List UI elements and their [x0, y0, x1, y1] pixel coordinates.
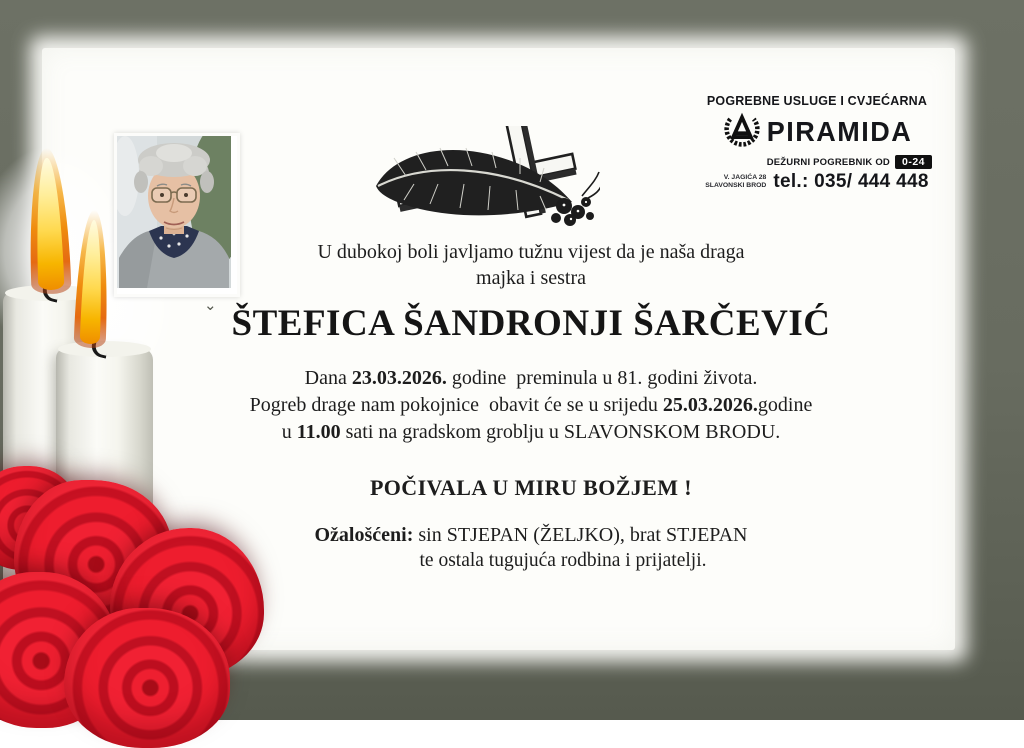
death-date-line — [140, 365, 922, 392]
duty-label: DEŽURNI POGREBNIK OD — [766, 156, 890, 168]
vendor-tagline: POGREBNE USLUGE I CVJEĆARNA — [706, 93, 928, 108]
deceased-name: ŠTEFICA ŠANDRONJI ŠARČEVIĆ — [231, 303, 831, 344]
red-rose — [64, 608, 230, 748]
contact-row — [694, 171, 940, 193]
duty-row — [694, 155, 940, 169]
scan-artifact: ⌄ — [204, 296, 217, 314]
time-pre: u — [281, 421, 297, 443]
intro-line-2: majka i sestra — [476, 267, 586, 289]
funeral-time-line — [140, 419, 922, 446]
funeral-home-block — [694, 93, 940, 193]
death-post: godine preminula u 81. godini života. — [446, 367, 758, 389]
mourners-names: sin STJEPAN (ŽELJKO), brat STJEPAN — [413, 524, 748, 546]
vendor-address-line1: V. JAGIĆA 28 — [723, 174, 767, 181]
vendor-phone: tel.: 035/ 444 448 — [773, 171, 929, 192]
funeral-date: 25.03.2026. — [662, 394, 758, 416]
mourners-line-2: te ostala tugujuća rodbina i prijatelji. — [419, 550, 707, 571]
vendor-address-line2: SLAVONSKI BROD — [705, 182, 767, 189]
candle-flame-icon — [26, 147, 71, 294]
duty-hours-badge: 0-24 — [895, 155, 932, 169]
mourners-line-1 — [140, 522, 922, 548]
funeral-details — [140, 365, 922, 446]
obituary-text — [140, 239, 922, 574]
cross-and-feather-illustration — [368, 126, 600, 238]
intro-line-1: U dubokoj boli javljamo tužnu vijest da je naša draga — [317, 241, 745, 263]
rest-in-peace-line: POČIVALA U MIRU BOŽJEM ! — [369, 475, 693, 500]
funeral-date-line — [140, 392, 922, 419]
funeral-pre: Pogreb drage nam pokojnice obavit će se u srijedu — [249, 394, 663, 416]
vendor-address — [705, 174, 766, 190]
mourners-label: Ožalošćeni: — [314, 524, 414, 546]
death-date: 23.03.2026. — [351, 367, 447, 389]
funeral-post: godine — [757, 394, 813, 416]
candle-flame-icon — [74, 209, 111, 348]
vendor-brand-row — [694, 111, 940, 154]
vendor-brand-name: PIRAMIDA — [766, 116, 913, 148]
laurel-wreath-pyramid-logo-icon — [722, 111, 762, 154]
death-pre: Dana — [304, 367, 352, 389]
funeral-time: 11.00 — [296, 421, 341, 443]
time-post: sati na gradskom groblju u SLAVONSKOM BRODU. — [340, 421, 781, 443]
